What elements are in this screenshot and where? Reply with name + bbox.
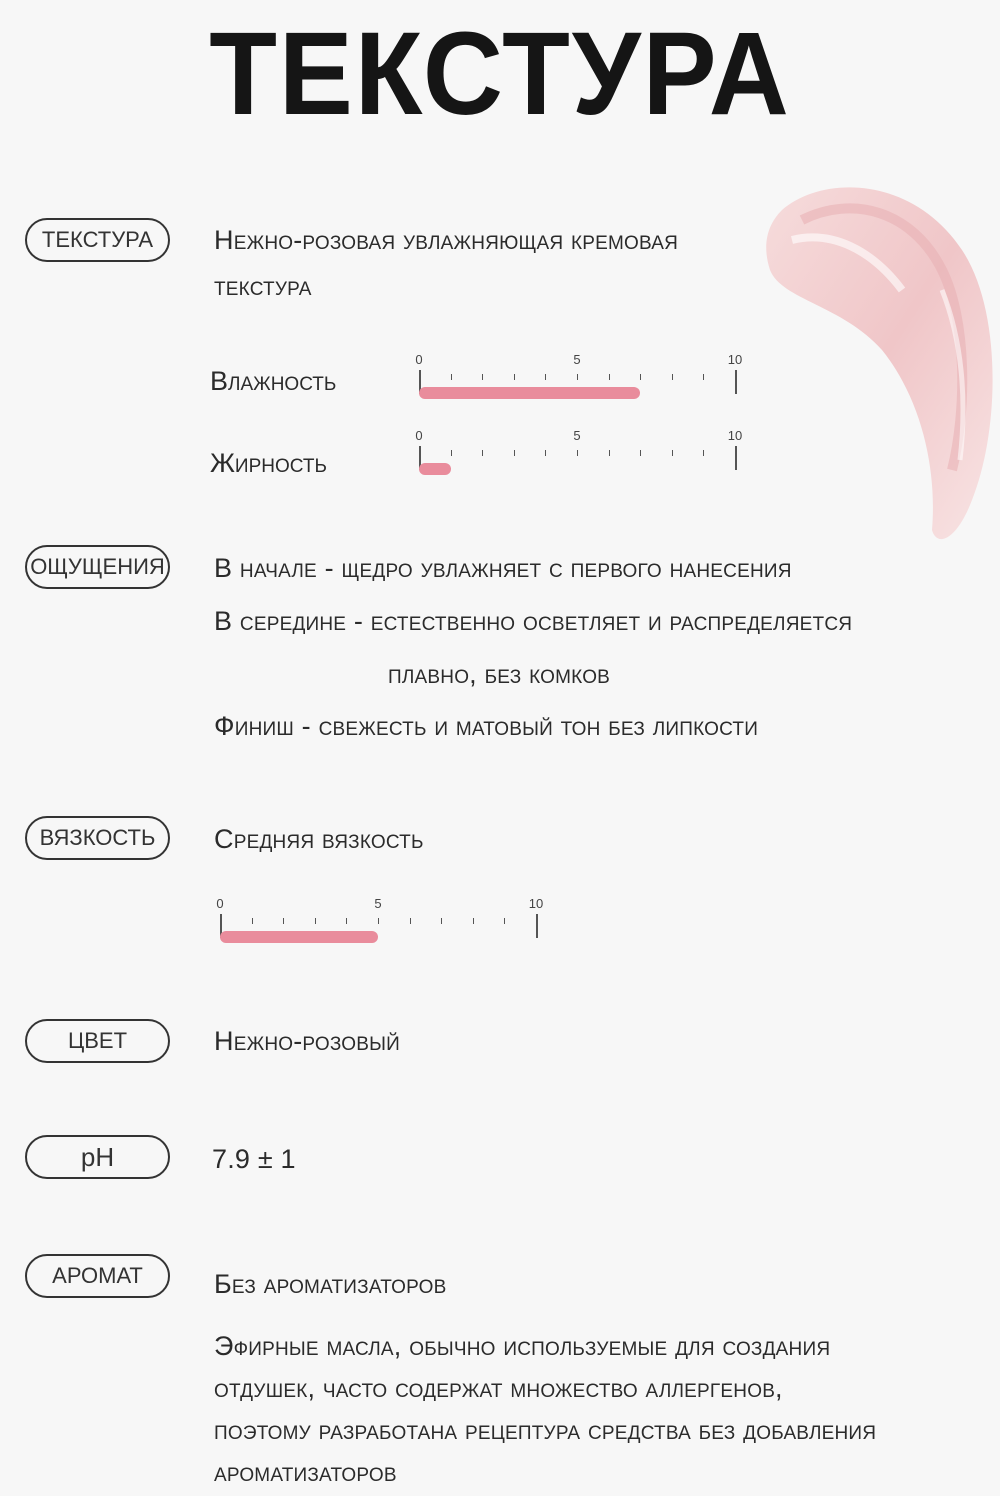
scale-tick [441,918,442,924]
sensations-line-1: В начале - щедро увлажняет с первого нанесения [214,553,792,583]
moisture-scale [412,352,742,402]
scale-tick [451,374,452,380]
scale-tick [482,374,483,380]
scale-tick [577,374,578,380]
scale-tick [609,374,610,380]
scale-tick [283,918,284,924]
color-text: Нежно-розовый [214,1026,401,1056]
scale-tick [735,446,737,470]
scale-tick [482,450,483,456]
moisture-label: Влажность [210,366,337,396]
viscosity-scale [213,896,543,946]
scale-tick-label: 5 [374,896,382,911]
scale-tick [735,370,737,394]
texture-line-1: Нежно-розовая увлажняющая кремовая [214,225,679,255]
scale-tick [672,374,673,380]
aroma-desc-4: ароматизаторов [214,1457,397,1487]
scale-tick [514,374,515,380]
scale-value-bar [220,931,378,943]
scale-tick [703,450,704,456]
scale-tick-label: 5 [573,428,581,443]
scale-tick-label: 0 [415,428,423,443]
oiliness-label: Жирность [210,448,327,478]
scale-tick [577,450,578,456]
scale-tick [703,374,704,380]
aroma-desc-1: Эфирные масла, обычно используемые для создания [214,1331,831,1361]
cream-swatch-image [762,170,1000,550]
ph-label-pill: pH [25,1135,170,1179]
sensations-line-3: плавно, без комков [388,659,611,689]
scale-tick [315,918,316,924]
scale-tick [545,374,546,380]
scale-tick-label: 5 [573,352,581,367]
scale-tick [514,450,515,456]
aroma-text: Без ароматизаторов [214,1269,447,1299]
texture-line-2: текстура [214,271,312,301]
sensations-label-pill: ОЩУЩЕНИЯ [25,545,170,589]
scale-tick [545,450,546,456]
scale-tick [609,450,610,456]
scale-tick-label: 0 [216,896,224,911]
scale-tick-label: 10 [727,352,743,367]
sensations-line-2: В середине - естественно осветляет и распределяется [214,606,853,636]
scale-tick [346,918,347,924]
scale-tick [410,918,411,924]
scale-tick [473,918,474,924]
scale-tick [378,918,379,924]
scale-tick [504,918,505,924]
scale-tick [640,450,641,456]
ph-text: 7.9 ± 1 [212,1144,296,1174]
sensations-line-4: Финиш - свежесть и матовый тон без липкости [214,711,759,741]
scale-tick [640,374,641,380]
aroma-label-pill: АРОМАТ [25,1254,170,1298]
scale-value-bar [419,387,640,399]
aroma-desc-3: поэтому разработана рецептура средства без добавления [214,1415,877,1445]
scale-tick [536,914,538,938]
color-label-pill: ЦВЕТ [25,1019,170,1063]
texture-label-pill: ТЕКСТУРА [25,218,170,262]
oiliness-scale [412,428,742,478]
scale-tick [252,918,253,924]
scale-tick [672,450,673,456]
scale-tick-label: 0 [415,352,423,367]
scale-tick-label: 10 [528,896,544,911]
scale-tick [451,450,452,456]
scale-value-bar [419,463,451,475]
page-title: ТЕКСТУРА [209,8,791,140]
viscosity-text: Средняя вязкость [214,824,424,854]
viscosity-label-pill: ВЯЗКОСТЬ [25,816,170,860]
aroma-desc-2: отдушек, часто содержат множество аллергенов, [214,1373,783,1403]
scale-tick-label: 10 [727,428,743,443]
